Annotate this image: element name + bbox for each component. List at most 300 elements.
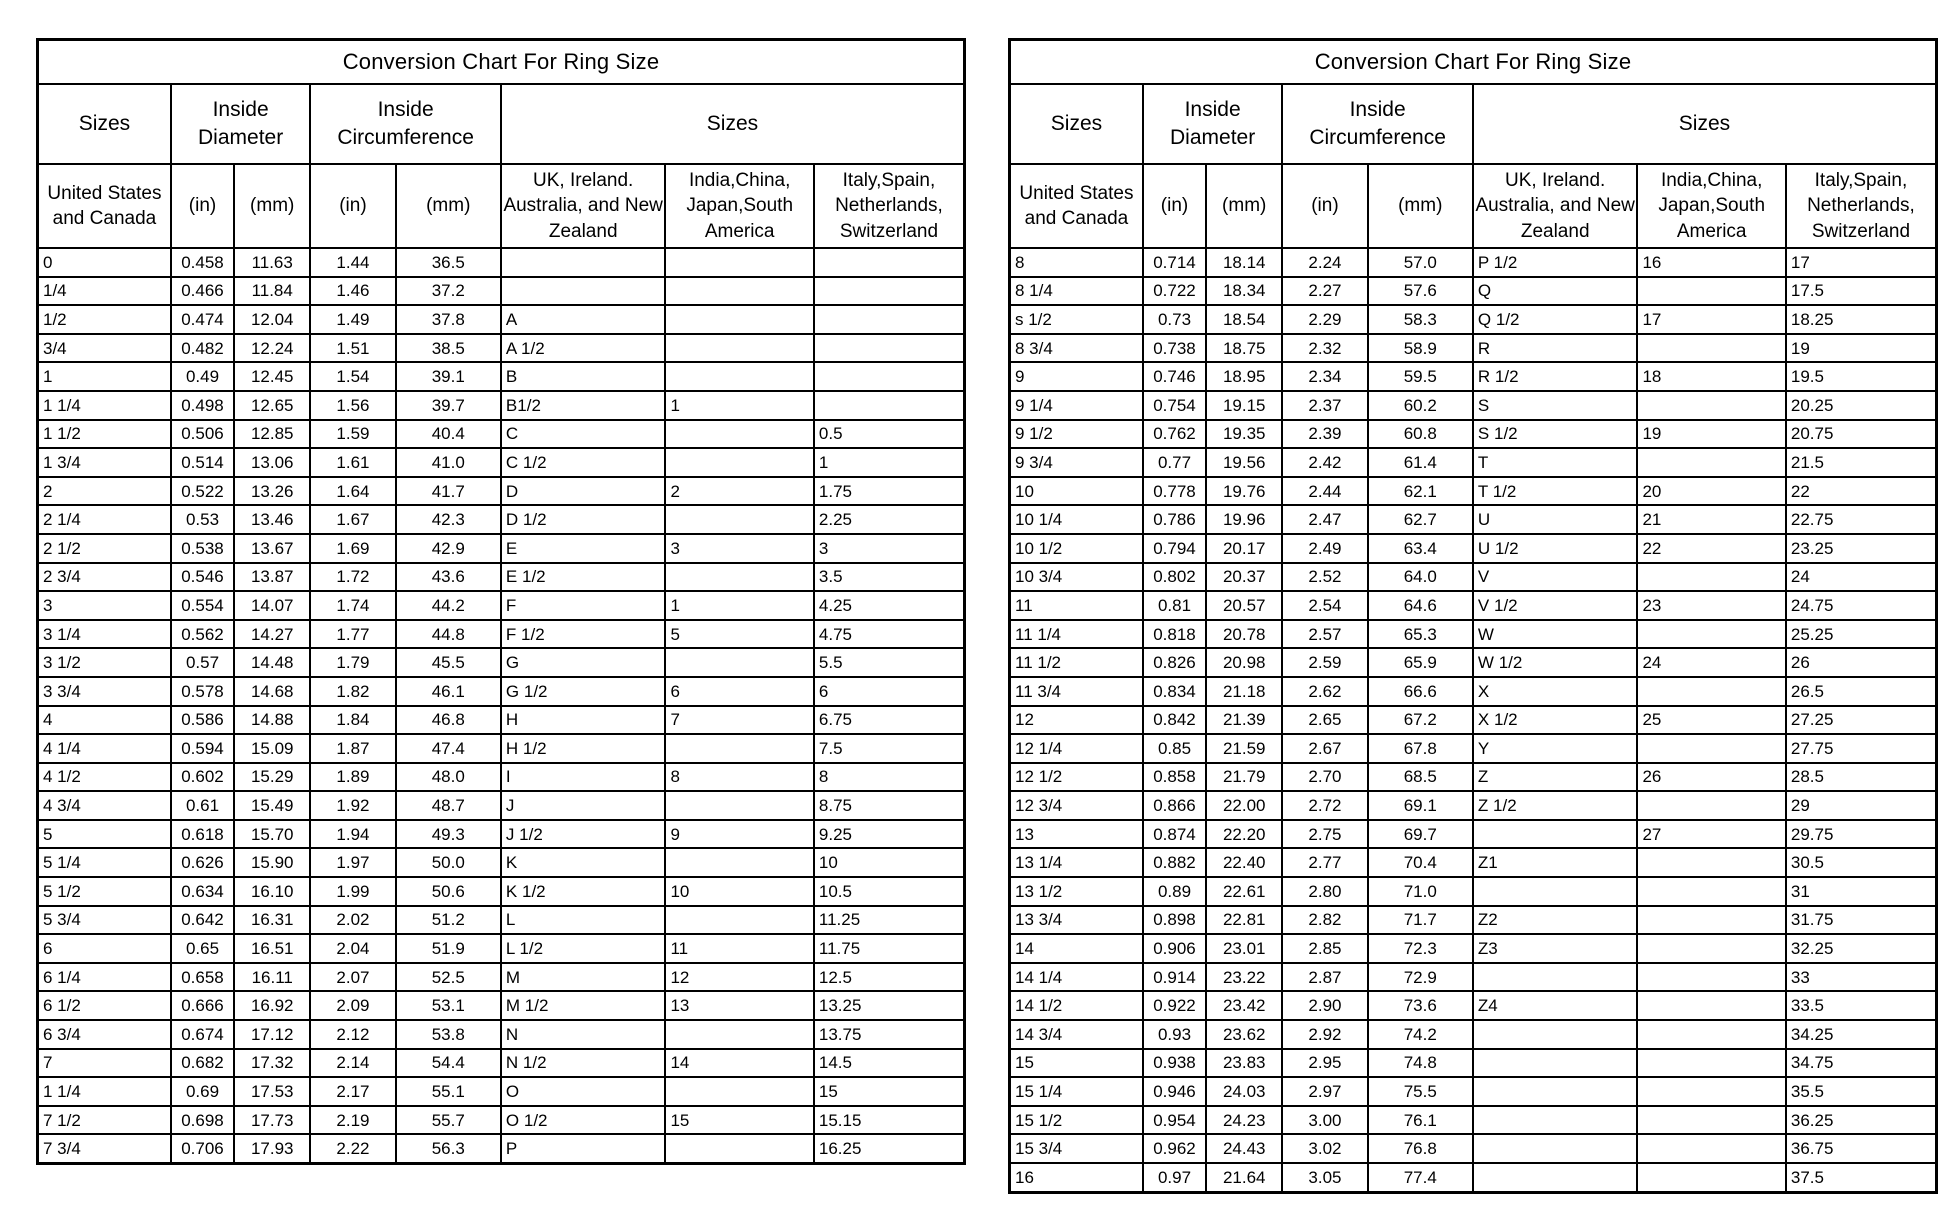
cell-italy-size: 11.25 — [814, 906, 965, 935]
cell-diameter-mm: 14.48 — [234, 648, 310, 677]
cell-circumference-in: 1.56 — [310, 391, 395, 420]
cell-diameter-in: 0.866 — [1143, 791, 1206, 820]
table-row — [38, 334, 965, 363]
cell-diameter-mm: 24.43 — [1206, 1134, 1282, 1163]
cell-diameter-in: 0.778 — [1143, 477, 1206, 506]
cell-circumference-in: 2.07 — [310, 963, 395, 992]
cell-diameter-mm: 15.70 — [234, 820, 310, 849]
table-row — [1010, 534, 1937, 563]
cell-italy-size: 10 — [814, 848, 965, 877]
cell-diameter-mm: 19.56 — [1206, 448, 1282, 477]
cell-diameter-in: 0.802 — [1143, 563, 1206, 592]
cell-us-canada-size: 4 1/4 — [38, 734, 171, 763]
table-row — [1010, 477, 1937, 506]
cell-india-size — [665, 305, 813, 334]
table-title: Conversion Chart For Ring Size — [38, 40, 965, 85]
cell-diameter-mm: 18.34 — [1206, 277, 1282, 306]
cell-uk-size: O — [501, 1077, 666, 1106]
cell-diameter-mm: 18.95 — [1206, 362, 1282, 391]
table-row — [38, 934, 965, 963]
cell-diameter-mm: 24.03 — [1206, 1077, 1282, 1106]
table-row — [1010, 934, 1937, 963]
cell-diameter-in: 0.546 — [171, 563, 234, 592]
cell-india-size — [665, 734, 813, 763]
cell-italy-size: 31.75 — [1786, 906, 1937, 935]
cell-circumference-mm: 70.4 — [1368, 848, 1473, 877]
cell-circumference-in: 1.61 — [310, 448, 395, 477]
group-header-inside-diameter: Inside Diameter — [171, 84, 310, 164]
cell-circumference-in: 2.54 — [1282, 591, 1367, 620]
column-header-uk: UK, Ireland. Australia, and New Zealand — [1473, 164, 1638, 248]
cell-diameter-in: 0.482 — [171, 334, 234, 363]
cell-italy-size: 15 — [814, 1077, 965, 1106]
cell-diameter-in: 0.77 — [1143, 448, 1206, 477]
cell-india-size — [665, 906, 813, 935]
cell-circumference-mm: 40.4 — [396, 420, 501, 449]
cell-diameter-mm: 22.61 — [1206, 877, 1282, 906]
cell-us-canada-size: 15 1/2 — [1010, 1106, 1143, 1135]
cell-us-canada-size: 2 3/4 — [38, 563, 171, 592]
cell-circumference-mm: 73.6 — [1368, 991, 1473, 1020]
cell-circumference-in: 1.51 — [310, 334, 395, 363]
cell-circumference-mm: 42.9 — [396, 534, 501, 563]
cell-circumference-mm: 61.4 — [1368, 448, 1473, 477]
cell-circumference-in: 1.69 — [310, 534, 395, 563]
column-header-circumference-in: (in) — [310, 164, 395, 248]
cell-circumference-mm: 43.6 — [396, 563, 501, 592]
cell-us-canada-size: 13 1/4 — [1010, 848, 1143, 877]
cell-diameter-in: 0.602 — [171, 763, 234, 792]
cell-circumference-in: 2.34 — [1282, 362, 1367, 391]
table-row — [38, 248, 965, 277]
cell-india-size — [1637, 991, 1785, 1020]
cell-circumference-in: 2.65 — [1282, 706, 1367, 735]
cell-us-canada-size: 14 1/2 — [1010, 991, 1143, 1020]
cell-india-size — [665, 1134, 813, 1163]
cell-india-size: 11 — [665, 934, 813, 963]
cell-italy-size — [814, 391, 965, 420]
cell-diameter-mm: 21.18 — [1206, 677, 1282, 706]
cell-italy-size: 37.5 — [1786, 1163, 1937, 1192]
cell-uk-size — [1473, 1134, 1638, 1163]
column-header-india: India,China, Japan,South America — [665, 164, 813, 248]
cell-italy-size: 10.5 — [814, 877, 965, 906]
cell-diameter-mm: 15.29 — [234, 763, 310, 792]
table-row — [1010, 362, 1937, 391]
table-body — [38, 248, 965, 1164]
cell-india-size — [1637, 1134, 1785, 1163]
cell-india-size — [665, 648, 813, 677]
cell-diameter-mm: 16.11 — [234, 963, 310, 992]
cell-uk-size: Z2 — [1473, 906, 1638, 935]
cell-circumference-mm: 39.7 — [396, 391, 501, 420]
cell-india-size: 20 — [1637, 477, 1785, 506]
cell-india-size: 15 — [665, 1106, 813, 1135]
cell-uk-size: Z4 — [1473, 991, 1638, 1020]
cell-uk-size: E — [501, 534, 666, 563]
cell-circumference-in: 2.37 — [1282, 391, 1367, 420]
cell-diameter-mm: 16.31 — [234, 906, 310, 935]
table-row — [38, 391, 965, 420]
cell-diameter-in: 0.618 — [171, 820, 234, 849]
cell-us-canada-size: 8 — [1010, 248, 1143, 277]
cell-diameter-in: 0.89 — [1143, 877, 1206, 906]
cell-circumference-mm: 64.0 — [1368, 563, 1473, 592]
cell-us-canada-size: 1 3/4 — [38, 448, 171, 477]
cell-india-size — [1637, 848, 1785, 877]
cell-uk-size: Q — [1473, 277, 1638, 306]
cell-circumference-in: 3.00 — [1282, 1106, 1367, 1135]
cell-india-size: 17 — [1637, 305, 1785, 334]
cell-us-canada-size: 12 1/2 — [1010, 763, 1143, 792]
table-row — [1010, 706, 1937, 735]
cell-diameter-mm: 14.07 — [234, 591, 310, 620]
cell-us-canada-size: 9 1/4 — [1010, 391, 1143, 420]
cell-diameter-mm: 22.00 — [1206, 791, 1282, 820]
cell-us-canada-size: 5 1/4 — [38, 848, 171, 877]
cell-diameter-in: 0.842 — [1143, 706, 1206, 735]
table-row — [38, 448, 965, 477]
cell-uk-size: U 1/2 — [1473, 534, 1638, 563]
group-header-inside-circumference: Inside Circumference — [1282, 84, 1473, 164]
table-row — [1010, 620, 1937, 649]
table-row — [1010, 448, 1937, 477]
cell-circumference-in: 2.92 — [1282, 1020, 1367, 1049]
column-header-italy: Italy,Spain, Netherlands, Switzerland — [1786, 164, 1937, 248]
cell-italy-size: 19 — [1786, 334, 1937, 363]
table-row — [38, 706, 965, 735]
cell-italy-size: 36.75 — [1786, 1134, 1937, 1163]
cell-diameter-mm: 18.54 — [1206, 305, 1282, 334]
cell-diameter-mm: 20.57 — [1206, 591, 1282, 620]
cell-india-size — [665, 505, 813, 534]
cell-diameter-in: 0.466 — [171, 277, 234, 306]
cell-italy-size: 12.5 — [814, 963, 965, 992]
cell-diameter-mm: 23.01 — [1206, 934, 1282, 963]
cell-italy-size: 22.75 — [1786, 505, 1937, 534]
cell-circumference-mm: 65.3 — [1368, 620, 1473, 649]
cell-circumference-in: 2.27 — [1282, 277, 1367, 306]
cell-us-canada-size: 8 3/4 — [1010, 334, 1143, 363]
table-row — [38, 1106, 965, 1135]
cell-diameter-mm: 20.17 — [1206, 534, 1282, 563]
cell-circumference-mm: 37.8 — [396, 305, 501, 334]
cell-india-size — [665, 1020, 813, 1049]
cell-italy-size: 32.25 — [1786, 934, 1937, 963]
group-header-sizes-intl: Sizes — [1473, 84, 1937, 164]
cell-diameter-in: 0.818 — [1143, 620, 1206, 649]
cell-circumference-mm: 51.2 — [396, 906, 501, 935]
table-row — [38, 277, 965, 306]
cell-circumference-in: 1.87 — [310, 734, 395, 763]
cell-uk-size: X — [1473, 677, 1638, 706]
cell-uk-size — [501, 248, 666, 277]
table-row — [1010, 1049, 1937, 1078]
cell-circumference-mm: 53.1 — [396, 991, 501, 1020]
cell-diameter-in: 0.69 — [171, 1077, 234, 1106]
cell-italy-size: 16.25 — [814, 1134, 965, 1163]
cell-italy-size: 22 — [1786, 477, 1937, 506]
cell-circumference-in: 2.97 — [1282, 1077, 1367, 1106]
cell-diameter-in: 0.762 — [1143, 420, 1206, 449]
cell-us-canada-size: 7 3/4 — [38, 1134, 171, 1163]
cell-circumference-in: 1.77 — [310, 620, 395, 649]
cell-circumference-mm: 66.6 — [1368, 677, 1473, 706]
cell-diameter-mm: 16.92 — [234, 991, 310, 1020]
cell-uk-size — [1473, 1077, 1638, 1106]
group-header-sizes-intl: Sizes — [501, 84, 965, 164]
cell-diameter-mm: 23.42 — [1206, 991, 1282, 1020]
cell-italy-size: 3.5 — [814, 563, 965, 592]
column-header-uk: UK, Ireland. Australia, and New Zealand — [501, 164, 666, 248]
cell-uk-size: H 1/2 — [501, 734, 666, 763]
cell-italy-size: 26.5 — [1786, 677, 1937, 706]
cell-uk-size: H — [501, 706, 666, 735]
cell-diameter-in: 0.65 — [171, 934, 234, 963]
cell-circumference-in: 2.95 — [1282, 1049, 1367, 1078]
cell-italy-size: 13.75 — [814, 1020, 965, 1049]
cell-us-canada-size: 12 1/4 — [1010, 734, 1143, 763]
cell-diameter-in: 0.49 — [171, 362, 234, 391]
cell-circumference-in: 1.79 — [310, 648, 395, 677]
cell-diameter-in: 0.458 — [171, 248, 234, 277]
cell-diameter-mm: 22.81 — [1206, 906, 1282, 935]
table-row — [1010, 505, 1937, 534]
cell-diameter-in: 0.61 — [171, 791, 234, 820]
cell-italy-size: 27.25 — [1786, 706, 1937, 735]
cell-us-canada-size: 7 — [38, 1049, 171, 1078]
cell-us-canada-size: 1 1/4 — [38, 1077, 171, 1106]
cell-us-canada-size: 15 1/4 — [1010, 1077, 1143, 1106]
cell-circumference-mm: 41.0 — [396, 448, 501, 477]
table-row — [38, 505, 965, 534]
cell-circumference-in: 2.42 — [1282, 448, 1367, 477]
cell-india-size: 1 — [665, 591, 813, 620]
cell-circumference-mm: 59.5 — [1368, 362, 1473, 391]
cell-diameter-mm: 13.26 — [234, 477, 310, 506]
cell-circumference-mm: 65.9 — [1368, 648, 1473, 677]
table-row — [38, 534, 965, 563]
table-row — [1010, 848, 1937, 877]
cell-us-canada-size: 6 1/4 — [38, 963, 171, 992]
cell-india-size — [1637, 563, 1785, 592]
cell-india-size — [1637, 1077, 1785, 1106]
cell-diameter-in: 0.738 — [1143, 334, 1206, 363]
cell-uk-size: L 1/2 — [501, 934, 666, 963]
cell-circumference-in: 1.89 — [310, 763, 395, 792]
cell-uk-size: N 1/2 — [501, 1049, 666, 1078]
cell-uk-size: O 1/2 — [501, 1106, 666, 1135]
cell-circumference-mm: 74.2 — [1368, 1020, 1473, 1049]
cell-uk-size: C 1/2 — [501, 448, 666, 477]
cell-diameter-in: 0.522 — [171, 477, 234, 506]
table-row — [38, 820, 965, 849]
cell-diameter-in: 0.722 — [1143, 277, 1206, 306]
cell-diameter-in: 0.874 — [1143, 820, 1206, 849]
cell-circumference-mm: 49.3 — [396, 820, 501, 849]
table-row — [38, 1077, 965, 1106]
cell-us-canada-size: 12 — [1010, 706, 1143, 735]
cell-circumference-in: 2.77 — [1282, 848, 1367, 877]
cell-circumference-in: 2.22 — [310, 1134, 395, 1163]
cell-india-size — [665, 563, 813, 592]
cell-italy-size: 33.5 — [1786, 991, 1937, 1020]
cell-circumference-mm: 74.8 — [1368, 1049, 1473, 1078]
cell-circumference-mm: 71.0 — [1368, 877, 1473, 906]
cell-italy-size: 14.5 — [814, 1049, 965, 1078]
column-header-diameter-mm: (mm) — [234, 164, 310, 248]
cell-india-size: 25 — [1637, 706, 1785, 735]
cell-diameter-mm: 23.83 — [1206, 1049, 1282, 1078]
cell-diameter-mm: 24.23 — [1206, 1106, 1282, 1135]
cell-circumference-mm: 72.3 — [1368, 934, 1473, 963]
cell-italy-size: 8 — [814, 763, 965, 792]
cell-uk-size: P — [501, 1134, 666, 1163]
cell-italy-size: 4.75 — [814, 620, 965, 649]
cell-circumference-mm: 45.5 — [396, 648, 501, 677]
cell-india-size: 18 — [1637, 362, 1785, 391]
cell-diameter-mm: 19.15 — [1206, 391, 1282, 420]
cell-us-canada-size: 1 1/2 — [38, 420, 171, 449]
cell-circumference-in: 2.14 — [310, 1049, 395, 1078]
cell-italy-size: 8.75 — [814, 791, 965, 820]
cell-us-canada-size: 9 3/4 — [1010, 448, 1143, 477]
cell-circumference-in: 3.05 — [1282, 1163, 1367, 1192]
cell-us-canada-size: 1/2 — [38, 305, 171, 334]
cell-italy-size — [814, 334, 965, 363]
cell-us-canada-size: 15 — [1010, 1049, 1143, 1078]
cell-us-canada-size: 15 3/4 — [1010, 1134, 1143, 1163]
cell-india-size — [1637, 1106, 1785, 1135]
cell-india-size — [665, 334, 813, 363]
table-row — [38, 877, 965, 906]
cell-circumference-in: 2.47 — [1282, 505, 1367, 534]
table-row — [38, 791, 965, 820]
cell-india-size: 14 — [665, 1049, 813, 1078]
cell-circumference-mm: 44.2 — [396, 591, 501, 620]
group-header-sizes-us: Sizes — [1010, 84, 1143, 164]
cell-uk-size: K 1/2 — [501, 877, 666, 906]
cell-diameter-in: 0.474 — [171, 305, 234, 334]
cell-uk-size: B — [501, 362, 666, 391]
cell-us-canada-size: 3 1/4 — [38, 620, 171, 649]
cell-diameter-mm: 13.67 — [234, 534, 310, 563]
cell-us-canada-size: 5 3/4 — [38, 906, 171, 935]
cell-circumference-mm: 67.2 — [1368, 706, 1473, 735]
cell-diameter-mm: 17.93 — [234, 1134, 310, 1163]
cell-circumference-mm: 62.1 — [1368, 477, 1473, 506]
cell-india-size — [665, 248, 813, 277]
cell-italy-size: 26 — [1786, 648, 1937, 677]
cell-circumference-mm: 57.6 — [1368, 277, 1473, 306]
cell-circumference-mm: 47.4 — [396, 734, 501, 763]
cell-italy-size: 33 — [1786, 963, 1937, 992]
cell-circumference-in: 2.02 — [310, 906, 395, 935]
cell-us-canada-size: 10 3/4 — [1010, 563, 1143, 592]
cell-diameter-in: 0.922 — [1143, 991, 1206, 1020]
ring-size-table-left — [36, 38, 966, 1165]
cell-india-size: 27 — [1637, 820, 1785, 849]
table-row — [1010, 334, 1937, 363]
cell-uk-size: D 1/2 — [501, 505, 666, 534]
cell-uk-size: P 1/2 — [1473, 248, 1638, 277]
cell-diameter-in: 0.754 — [1143, 391, 1206, 420]
cell-diameter-mm: 16.51 — [234, 934, 310, 963]
cell-india-size: 7 — [665, 706, 813, 735]
cell-circumference-in: 1.67 — [310, 505, 395, 534]
cell-diameter-in: 0.746 — [1143, 362, 1206, 391]
cell-circumference-in: 2.04 — [310, 934, 395, 963]
cell-us-canada-size: 14 — [1010, 934, 1143, 963]
table-row — [1010, 820, 1937, 849]
cell-diameter-mm: 15.90 — [234, 848, 310, 877]
table-row — [1010, 1077, 1937, 1106]
cell-circumference-in: 1.94 — [310, 820, 395, 849]
cell-uk-size: L — [501, 906, 666, 935]
cell-india-size — [665, 420, 813, 449]
cell-uk-size: V — [1473, 563, 1638, 592]
cell-diameter-in: 0.626 — [171, 848, 234, 877]
cell-circumference-mm: 71.7 — [1368, 906, 1473, 935]
cell-italy-size: 6 — [814, 677, 965, 706]
cell-uk-size: S — [1473, 391, 1638, 420]
cell-diameter-mm: 15.49 — [234, 791, 310, 820]
cell-diameter-mm: 12.04 — [234, 305, 310, 334]
cell-italy-size — [814, 277, 965, 306]
table-row — [1010, 420, 1937, 449]
cell-circumference-in: 1.74 — [310, 591, 395, 620]
cell-india-size: 5 — [665, 620, 813, 649]
table-row — [1010, 763, 1937, 792]
cell-diameter-in: 0.786 — [1143, 505, 1206, 534]
table-row — [1010, 791, 1937, 820]
cell-uk-size: X 1/2 — [1473, 706, 1638, 735]
cell-uk-size: V 1/2 — [1473, 591, 1638, 620]
table-row — [1010, 991, 1937, 1020]
cell-uk-size: T 1/2 — [1473, 477, 1638, 506]
cell-india-size — [665, 362, 813, 391]
cell-diameter-in: 0.554 — [171, 591, 234, 620]
cell-circumference-mm: 56.3 — [396, 1134, 501, 1163]
cell-uk-size: T — [1473, 448, 1638, 477]
cell-circumference-mm: 77.4 — [1368, 1163, 1473, 1192]
cell-us-canada-size: 11 1/4 — [1010, 620, 1143, 649]
cell-diameter-mm: 15.09 — [234, 734, 310, 763]
table-row — [1010, 677, 1937, 706]
cell-diameter-mm: 22.40 — [1206, 848, 1282, 877]
cell-uk-size — [1473, 1049, 1638, 1078]
cell-circumference-mm: 36.5 — [396, 248, 501, 277]
column-header-italy: Italy,Spain, Netherlands, Switzerland — [814, 164, 965, 248]
cell-uk-size: D — [501, 477, 666, 506]
cell-india-size — [1637, 448, 1785, 477]
table-row — [1010, 734, 1937, 763]
cell-uk-size: W — [1473, 620, 1638, 649]
cell-diameter-mm: 19.96 — [1206, 505, 1282, 534]
table-row — [1010, 963, 1937, 992]
cell-india-size: 21 — [1637, 505, 1785, 534]
cell-us-canada-size: 13 — [1010, 820, 1143, 849]
cell-circumference-mm: 50.0 — [396, 848, 501, 877]
cell-italy-size: 20.75 — [1786, 420, 1937, 449]
cell-us-canada-size: 9 — [1010, 362, 1143, 391]
cell-diameter-in: 0.682 — [171, 1049, 234, 1078]
table-row — [38, 420, 965, 449]
cell-italy-size: 29.75 — [1786, 820, 1937, 849]
cell-circumference-mm: 60.8 — [1368, 420, 1473, 449]
cell-india-size — [665, 448, 813, 477]
cell-us-canada-size: 14 1/4 — [1010, 963, 1143, 992]
